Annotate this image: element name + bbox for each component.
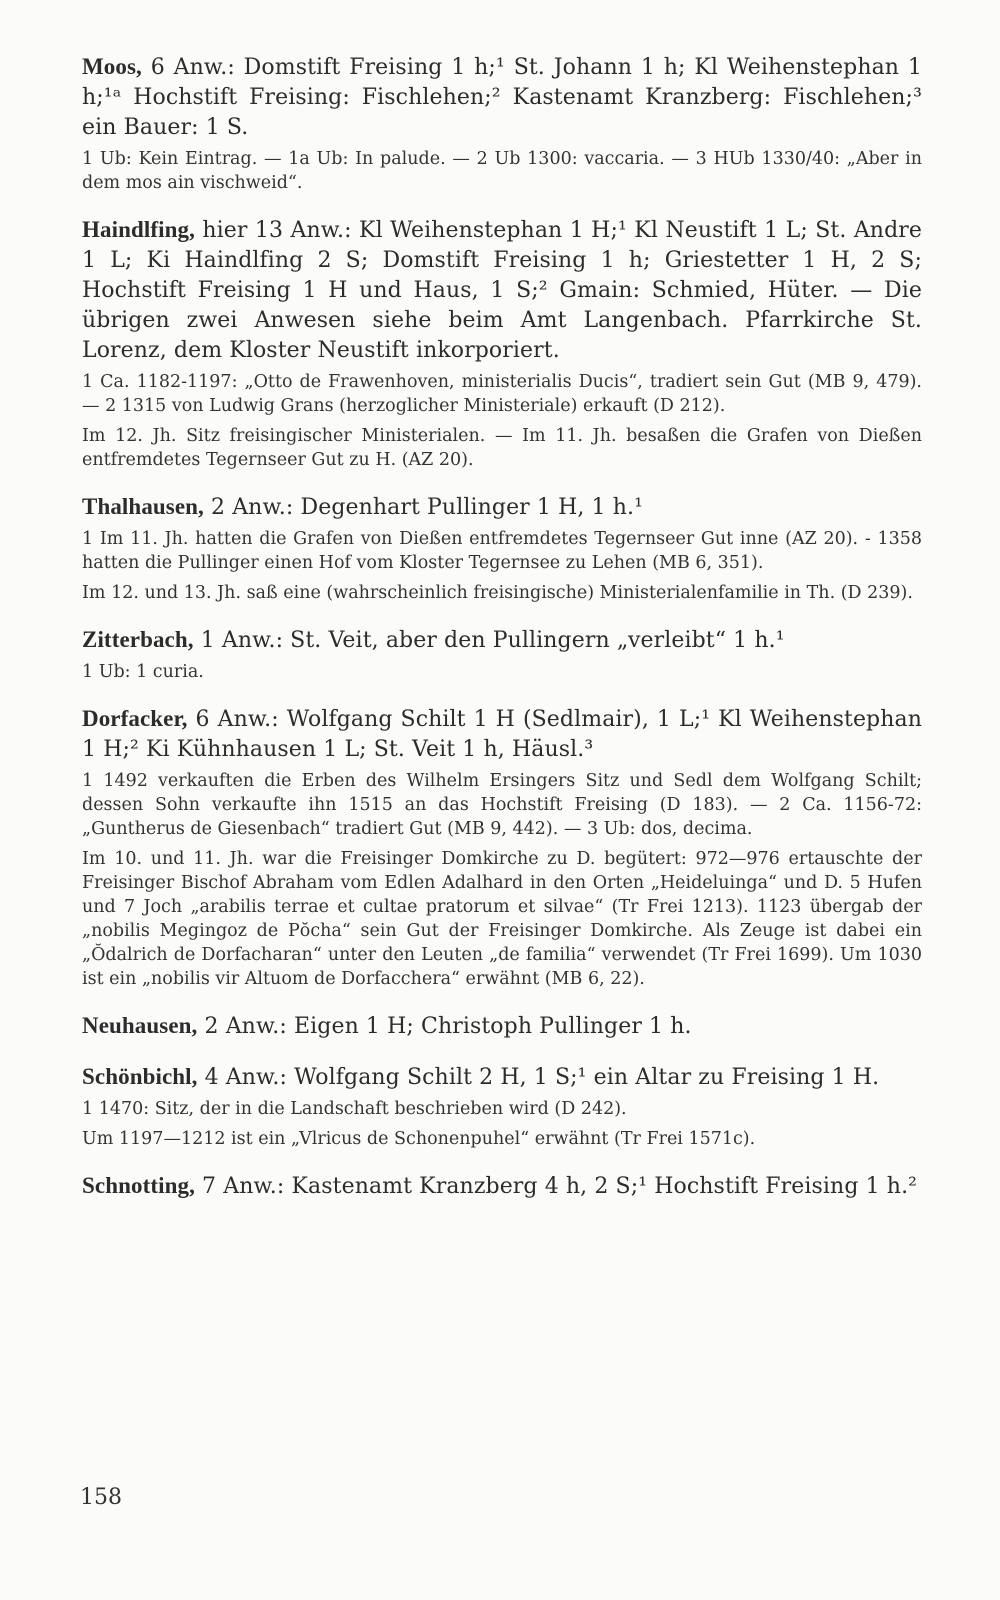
- entry-text: 4 Anw.: Wolfgang Schilt 2 H, 1 S;¹ ein Altar zu Freising 1 H.: [204, 1065, 880, 1090]
- historical-note: Um 1197—1212 ist ein „Vlricus de Schonenpuhel“ erwähnt (Tr Frei 1571c).: [82, 1129, 756, 1149]
- entry-text: 6 Anw.: Domstift Freising 1 h;¹ St. Johann 1 h; Kl Weihenstephan 1 h;¹ᵃ Hochstift Freising: Fischlehen;² Kastenamt Kranzberg: Fischlehen;³ ein Bauer: 1 S.: [82, 55, 922, 140]
- historical-note: Im 12. und 13. Jh. saß eine (wahrscheinlich freisingische) Ministerialenfamilie in Th. (D 239).: [82, 583, 913, 603]
- entry-name: Zitterbach,: [82, 627, 194, 652]
- entry-text: 1 Anw.: St. Veit, aber den Pullingern „verleibt“ 1 h.¹: [200, 628, 785, 653]
- footnote: 1 Ca. 1182-1197: „Otto de Frawenhoven, ministerialis Ducis“, tradiert sein Gut (MB 9, 479). — 2 1315 von Ludwig Grans (herzoglicher Ministeriale) erkauft (D 212).: [82, 372, 922, 416]
- footnote: 1 Ub: Kein Eintrag. — 1a Ub: In palude. — 2 Ub 1300: vaccaria. — 3 HUb 1330/40: „Aber in dem mos ain vischweid“.: [82, 149, 922, 193]
- entry-name: Thalhausen,: [82, 494, 204, 519]
- entry-haindlfing: [82, 215, 922, 472]
- entry-name: Moos,: [82, 54, 142, 79]
- entry-thalhausen: [82, 492, 922, 605]
- entry-text: hier 13 Anw.: Kl Weihenstephan 1 H;¹ Kl Neustift 1 L; St. Andre 1 L; Ki Haindlfing 2 S; Domstift Freising 1 h; Griestetter 1 H, 2 S; Hochstift Freising 1 H und Haus, 1 S;² Gmain: Schmied, Hüter. — Die übrigen zwei Anwesen siehe beim Amt Langenbach. Pfarrkirche St. Lorenz, dem Kloster Neustift inkorporiert.: [82, 218, 922, 363]
- page-number: 158: [80, 1485, 122, 1510]
- historical-note: Im 10. und 11. Jh. war die Freisinger Domkirche zu D. begütert: 972—976 ertauschte der Freisinger Bischof Abraham vom Edlen Adalhard in den Orten „Heideluinga“ und D. 5 Hufen und 7 Joch „arabilis terrae et cultae pratorum et silvae“ (Tr Frei 1213). 1123 übergab der „nobilis Megingoz de Pŏcha“ sein Gut der Freisinger Domkirche. Als Zeuge ist dabei ein „Ŏdalrich de Dorfacharan“ unter den Leuten „de familia“ verwendet (Tr Frei 1699). Um 1030 ist ein „nobilis vir Altuom de Dorfacchera“ erwähnt (MB 6, 22).: [82, 849, 922, 989]
- entry-text: 7 Anw.: Kastenamt Kranzberg 4 h, 2 S;¹ Hochstift Freising 1 h.²: [202, 1174, 918, 1199]
- entry-name: Schnotting,: [82, 1173, 195, 1198]
- entry-name: Neuhausen,: [82, 1013, 198, 1038]
- entry-text: 2 Anw.: Eigen 1 H; Christoph Pullinger 1 h.: [204, 1014, 692, 1039]
- entry-schoenbichl: [82, 1062, 922, 1151]
- entry-name: Haindlfing,: [82, 217, 195, 242]
- entry-neuhausen: [82, 1011, 922, 1042]
- entry-dorfacker: [82, 704, 922, 991]
- entry-schnotting: [82, 1171, 922, 1202]
- page-content: [82, 52, 922, 1222]
- historical-note: Im 12. Jh. Sitz freisingischer Ministerialen. — Im 11. Jh. besaßen die Grafen von Dießen entfremdetes Tegernseer Gut zu H. (AZ 20).: [82, 426, 922, 470]
- entry-name: Dorfacker,: [82, 706, 188, 731]
- footnote: 1 Ub: 1 curia.: [82, 662, 204, 682]
- entry-zitterbach: [82, 625, 922, 684]
- entry-text: 2 Anw.: Degenhart Pullinger 1 H, 1 h.¹: [211, 495, 644, 520]
- entry-name: Schönbichl,: [82, 1064, 198, 1089]
- entry-text: 6 Anw.: Wolfgang Schilt 1 H (Sedlmair), 1 L;¹ Kl Weihenstephan 1 H;² Ki Kühnhausen 1 L; St. Veit 1 h, Häusl.³: [82, 707, 922, 762]
- footnote: 1 Im 11. Jh. hatten die Grafen von Dießen entfremdetes Tegernseer Gut inne (AZ 20). - 1358 hatten die Pullinger einen Hof vom Kloster Tegernsee zu Lehen (MB 6, 351).: [82, 529, 922, 573]
- footnote: 1 1470: Sitz, der in die Landschaft beschrieben wird (D 242).: [82, 1099, 627, 1119]
- entry-moos: [82, 52, 922, 195]
- footnote: 1 1492 verkauften die Erben des Wilhelm Ersingers Sitz und Sedl dem Wolfgang Schilt; dessen Sohn verkaufte ihn 1515 an das Hochstift Freising (D 183). — 2 Ca. 1156-72: „Guntherus de Giesenbach“ tradiert Gut (MB 9, 442). — 3 Ub: dos, decima.: [82, 771, 922, 839]
